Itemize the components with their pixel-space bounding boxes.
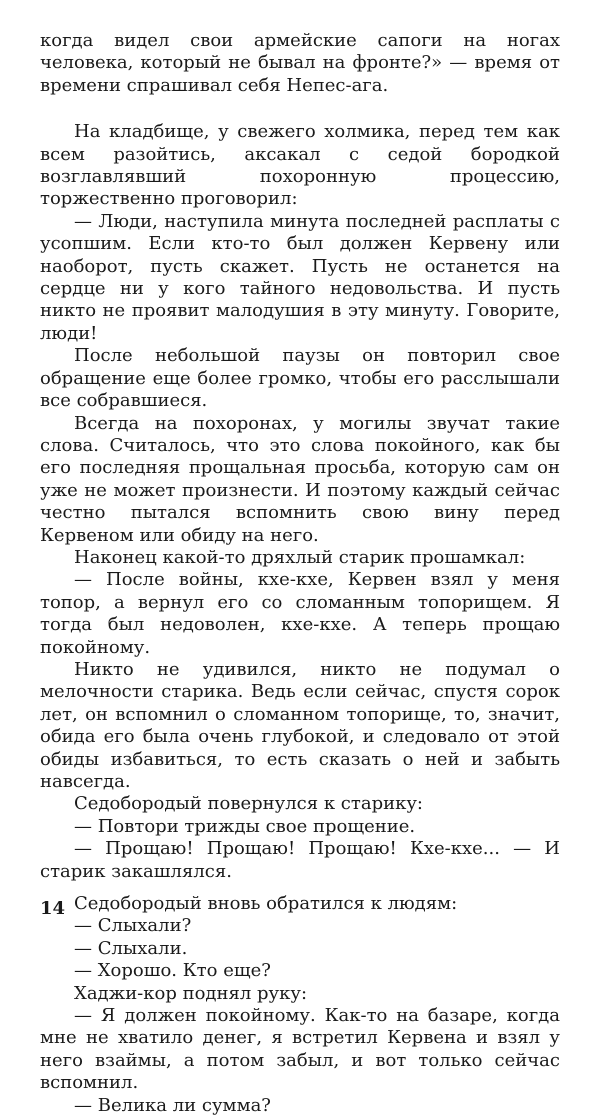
paragraph: когда видел свои армейские сапоги на ногах человека, который не бывал на фронте?» — время от времени спрашивал себя Непес-ага.	[40, 30, 560, 96]
paragraph: — Хорошо. Кто еще?	[74, 960, 271, 982]
paragraph: Хаджи-кор поднял руку:	[74, 982, 308, 1004]
paragraph: — После войны, кхе-кхе, Кервен взял у меня топор, а вернул его со сломанным топорищем. Я тогда был недоволен, кхе-кхе. А теперь прощаю покойному.	[40, 569, 560, 658]
paragraph: Седобородый повернулся к старику:	[74, 793, 423, 815]
paragraph: — Люди, наступила минута последней расплаты с усопшим. Если кто-то был должен Кервену или наоборот, пусть скажет. Пусть не останется на сердце ни у кого тайного недовольства. И пусть никто не проявит малодушия в эту минуту. Говорите, люди!	[40, 210, 560, 344]
paragraph: — Повтори трижды свое прощение.	[74, 815, 416, 837]
paragraph: Никто не удивился, никто не подумал о мелочности старика. Ведь если сейчас, спустя сорок лет, он вспомнил о сломанном топорище, то, значит, обида его была очень глубокой, и следовало от этой обиды избавиться, то есть сказать о ней и забыть навсегда.	[40, 658, 560, 792]
paragraph: — Слыхали?	[74, 915, 192, 937]
paragraph: — Прощаю! Прощаю! Прощаю! Кхе-кхе... — И старик закашлялся.	[40, 838, 560, 882]
paragraph: Наконец какой-то дряхлый старик прошамкал:	[74, 546, 526, 568]
paragraph: — Я должен покойному. Как-то на базаре, когда мне не хватило денег, я встретил Кервена и взял у него взаймы, а потом забыл, и вот только сейчас вспомнил.	[40, 1005, 560, 1094]
page-text	[40, 30, 560, 1117]
paragraph: Седобородый вновь обратился к людям:	[74, 893, 458, 915]
paragraph: Всегда на похоронах, у могилы звучат такие слова. Считалось, что это слова покойного, как бы его последняя прощальная просьба, которую сам он уже не может произнести. И поэтому каждый сейчас честно пытался вспомнить свою вину перед Кервеном или обиду на него.	[40, 412, 560, 546]
paragraph: — Велика ли сумма?	[74, 1094, 271, 1116]
page-number: 14	[40, 898, 66, 919]
paragraph: После небольшой паузы он повторил свое обращение еще более громко, чтобы его расслышали все собравшиеся.	[40, 345, 560, 412]
paragraph: — Слыхали.	[74, 937, 188, 959]
paragraph: На кладбище, у свежего холмика, перед тем как всем разойтись, аксакал с седой бородкой возглавлявший похоронную процессию, торжественно проговорил:	[40, 121, 560, 210]
